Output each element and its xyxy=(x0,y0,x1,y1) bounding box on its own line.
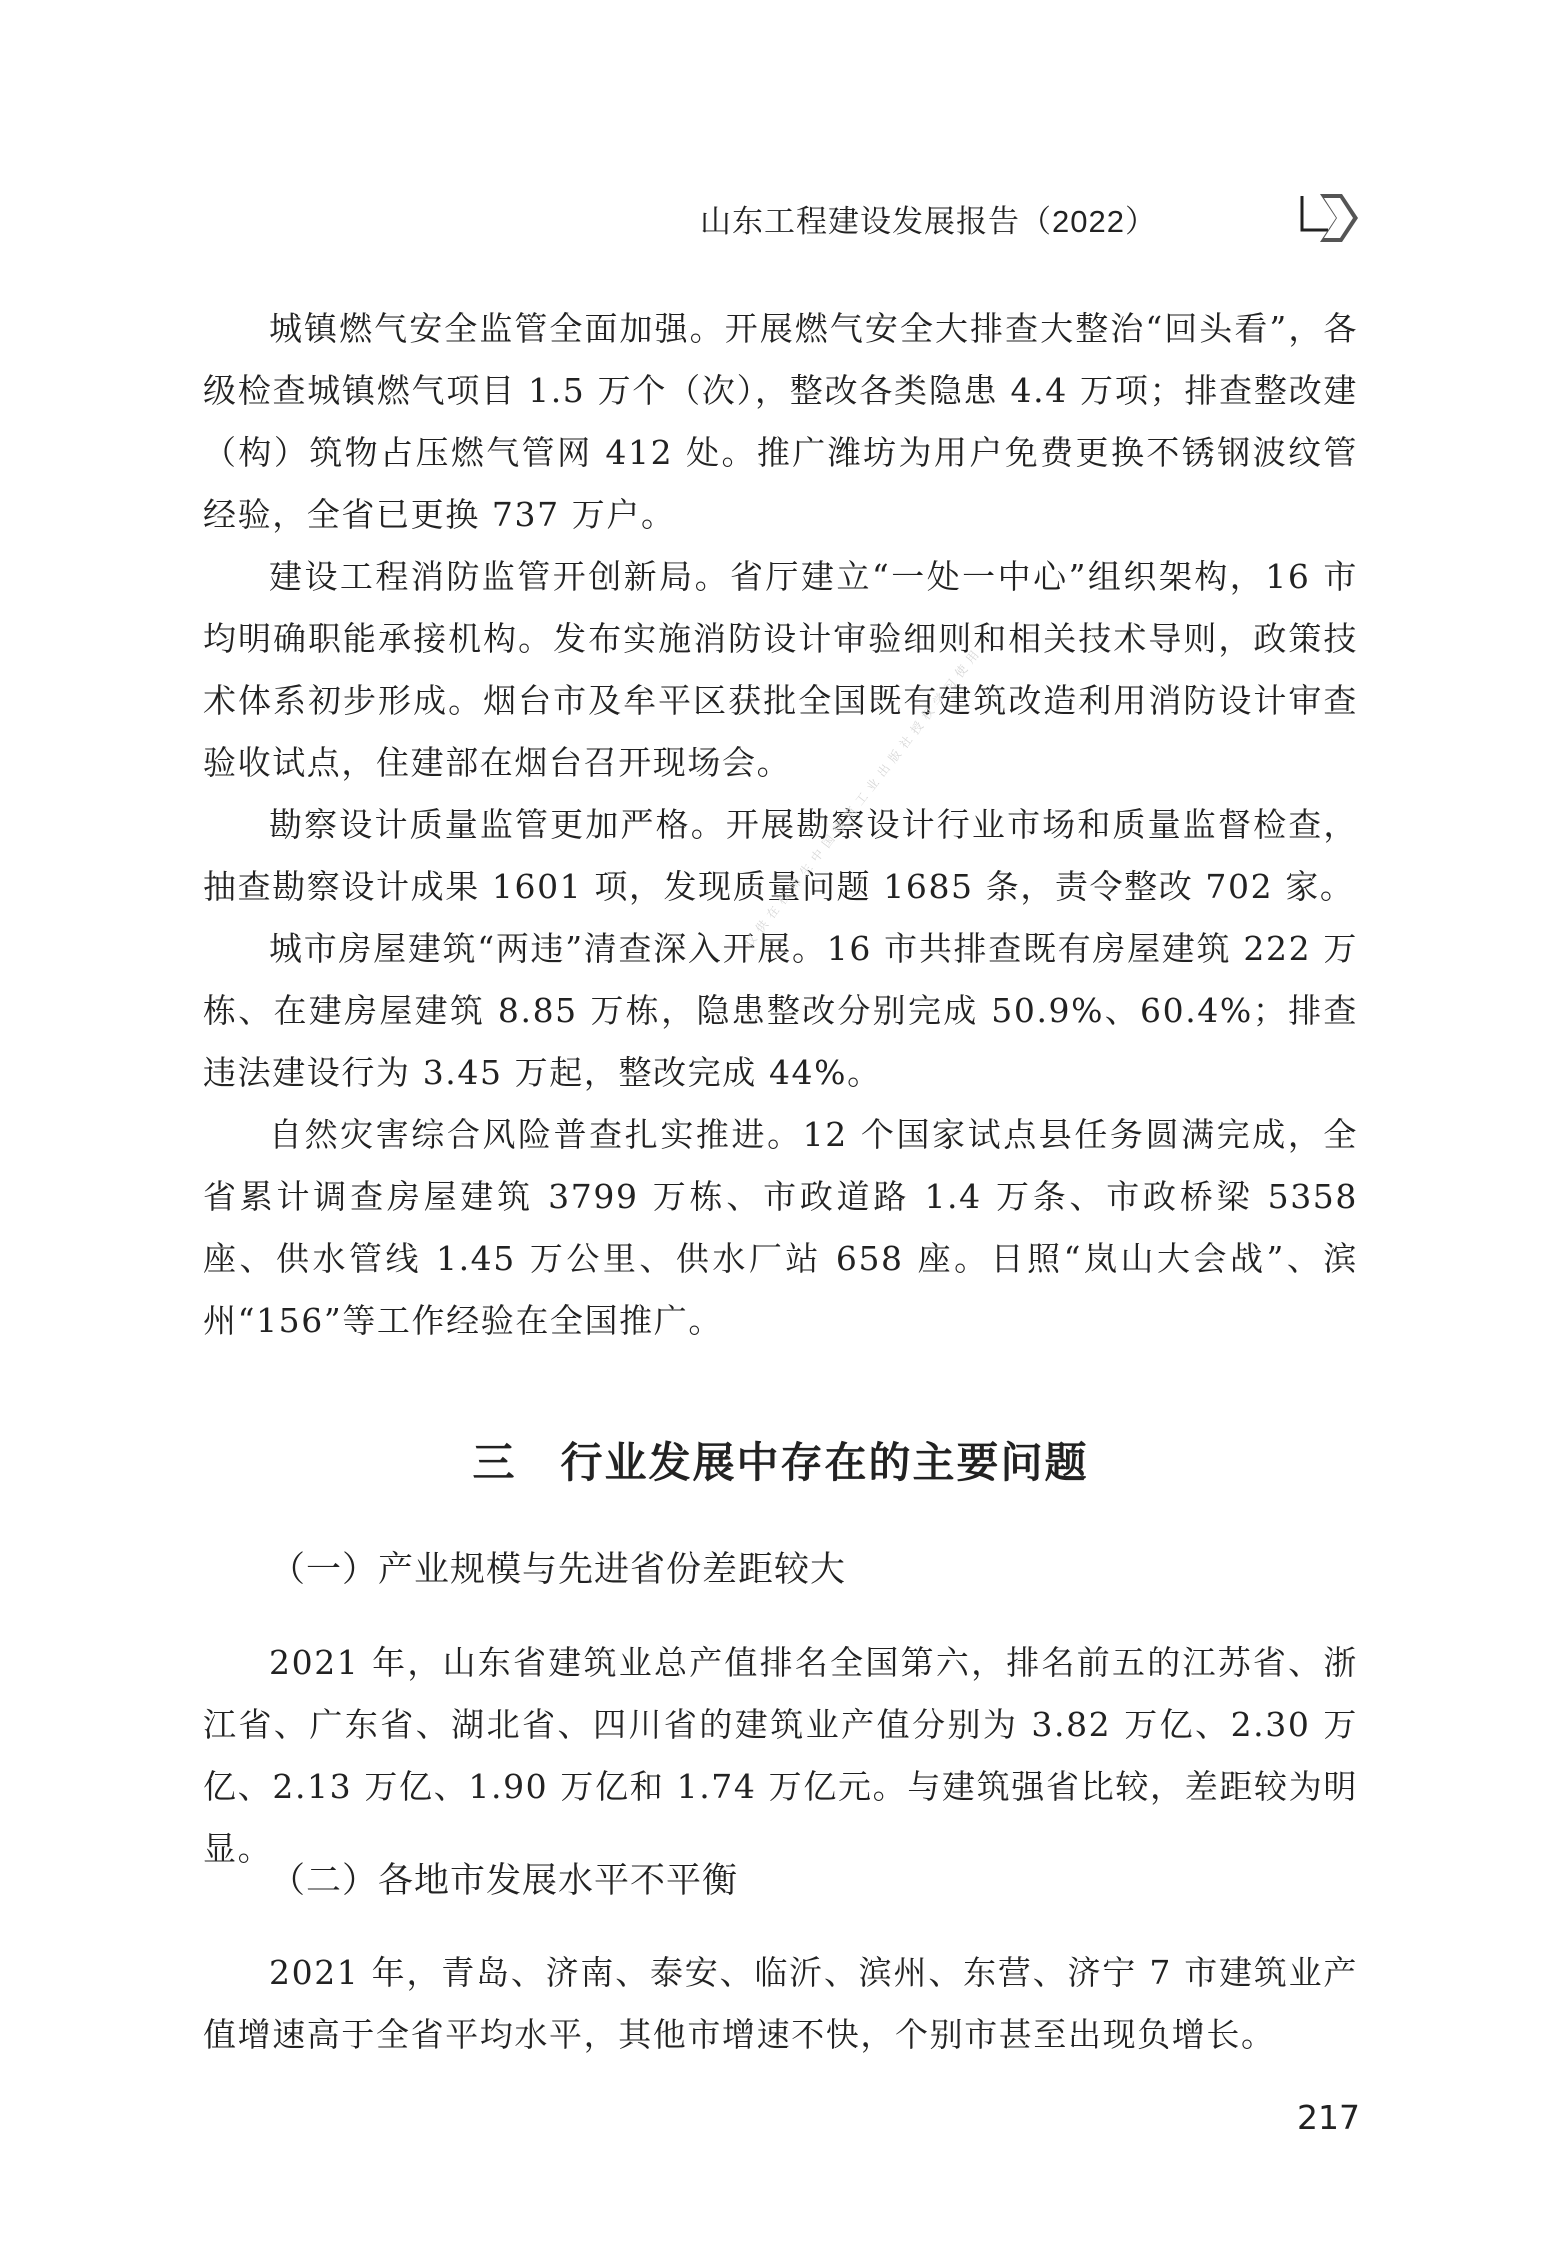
paragraph: 城镇燃气安全监管全面加强。开展燃气安全大排查大整治“回头看”，各级检查城镇燃气项目 1.5 万个（次），整改各类隐患 4.4 万项；排查整改建（构）筑物占压燃气管网 412 处。推广潍坊为用户免费更换不锈钢波纹管经验，全省已更换 737 万户。 xyxy=(203,309,1358,534)
page-number: 217 xyxy=(1297,2098,1360,2137)
paragraph: 建设工程消防监管开创新局。省厅建立“一处一中心”组织架构，16 市均明确职能承接机构。发布实施消防设计审验细则和相关技术导则，政策技术体系初步形成。烟台市及牟平区获批全国既有建筑改造利用消防设计审查验收试点，住建部在烟台召开现场会。 xyxy=(203,557,1358,782)
watermark-text: 仅供在校师生中国建筑工业出版社授权学习使用 xyxy=(741,643,986,950)
section-title: 行业发展中存在的主要问题 xyxy=(560,1438,1089,1487)
subsection-body xyxy=(203,1942,1358,2066)
report-corner-mark-icon xyxy=(1298,190,1360,248)
subsection-heading: （二）各地市发展水平不平衡 xyxy=(270,1861,739,1901)
paragraph: 2021 年，山东省建筑业总产值排名全国第六，排名前五的江苏省、浙江省、广东省、湖北省、四川省的建筑业产值分别为 3.82 万亿、2.30 万亿、2.13 万亿、1.90 万亿和 1.74 万亿元。与建筑强省比较，差距较为明显。 xyxy=(203,1643,1358,1868)
intro-paragraphs xyxy=(203,298,1358,1352)
running-header-title: 山东工程建设发展报告（2022） xyxy=(700,204,1157,239)
subsection-heading: （一）产业规模与先进省份差距较大 xyxy=(270,1550,847,1590)
subsection-body xyxy=(203,1632,1358,1880)
paragraph: 2021 年，青岛、济南、泰安、临沂、滨州、东营、济宁 7 市建筑业产值增速高于全省平均水平，其他市增速不快，个别市甚至出现负增长。 xyxy=(203,1953,1358,2054)
section-heading xyxy=(203,1430,1358,1490)
paragraph: 自然灾害综合风险普查扎实推进。12 个国家试点县任务圆满完成，全省累计调查房屋建筑 3799 万栋、市政道路 1.4 万条、市政桥梁 5358 座、供水管线 1.45 万公里、供水厂站 658 座。日照“岚山大会战”、滨州“156”等工作经验在全国推广。 xyxy=(203,1115,1358,1340)
paragraph: 城市房屋建筑“两违”清查深入开展。16 市共排查既有房屋建筑 222 万栋、在建房屋建筑 8.85 万栋，隐患整改分别完成 50.9%、60.4%；排查违法建设行为 3.45 万起，整改完成 44%。 xyxy=(203,929,1358,1092)
paragraph: 勘察设计质量监管更加严格。开展勘察设计行业市场和质量监督检查，抽查勘察设计成果 1601 项，发现质量问题 1685 条，责令整改 702 家。 xyxy=(203,805,1358,906)
section-number: 三 xyxy=(472,1438,517,1487)
